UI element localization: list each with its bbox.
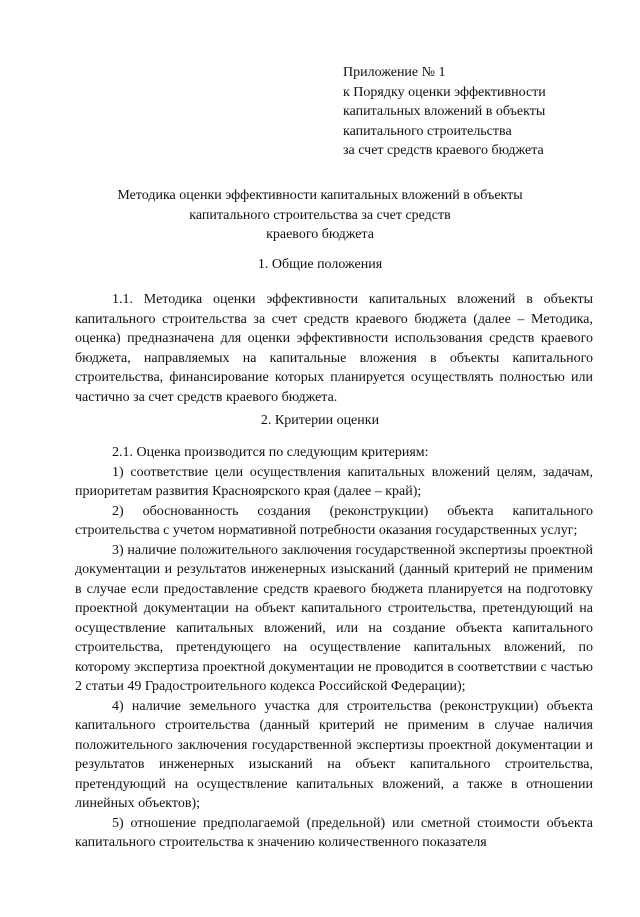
paragraph: 3) наличие положительного заключения государственной экспертизы проектной документации и результатов инженерных изысканий (данный критерий не применим в случае если предоставление средств краевого бюджета планируется на подготовку проектной документации на объект капитального строительства, претендующий на осуществление капитальных вложений, или на создание объекта капитального строительства, претендующего на осуществление капитальных вложений, по которому экспертиза проектной документации не проводится в соответствии с частью 2 статьи 49 Градостроительного кодекса Российской Федерации); <box>75 542 593 694</box>
title-line: краевого бюджета <box>266 227 374 242</box>
title-line: капитального строительства за счет средств <box>189 207 451 223</box>
appendix-line: капитального строительства <box>343 123 512 139</box>
paragraph: 1.1. Методика оценки эффективности капитальных вложений в объекты капитального строительства за счет средств краевого бюджета (далее – Методика, оценка) предназначена для оценки эффективности использования средств краевого бюджета, направляемых на капитальные вложения в объекты капитального строительства, финансирование которых планируется осуществлять полностью или частично за счет средств краевого бюджета. <box>75 292 593 405</box>
paragraph: 2) обоснованность создания (реконструкции) объекта капитального строительства с учетом нормативной потребности оказания государственных услуг; <box>75 503 593 538</box>
paragraph: 2.1. Оценка производится по следующим критериям: <box>112 445 429 460</box>
section-1-heading: 1. Общие положения <box>257 257 383 272</box>
appendix-line: Приложение № 1 <box>343 65 446 80</box>
paragraph: 4) наличие земельного участка для строительства (реконструкции) объекта капитального строительства (данный критерий не применим в случае наличия положительного заключения государственной экспертизы проектной документации и результатов инженерных изысканий на объект капитального строительства, претендующий на осуществление капитальных вложений, а также в отношении линейных объектов); <box>75 698 593 811</box>
appendix-line: капитальных вложений в объекты <box>343 104 546 119</box>
appendix-line: к Порядку оценки эффективности <box>343 84 546 100</box>
document-title <box>100 186 540 245</box>
paragraph: 5) отношение предполагаемой (предельной) или сметной стоимости объекта капитального строительства к значению количественного показателя <box>75 815 593 850</box>
section-2-body <box>75 443 593 853</box>
paragraph: 1) соответствие цели осуществления капитальных вложений целям, задачам, приоритетам развития Красноярского края (далее – край); <box>75 464 593 499</box>
title-line: Методика оценки эффективности капитальных вложений в объекты <box>117 188 523 203</box>
section-1-body <box>75 290 593 407</box>
appendix-header <box>343 63 593 161</box>
section-2-heading: 2. Критерии оценки <box>260 413 380 428</box>
appendix-line: за счет средств краевого бюджета <box>343 143 544 158</box>
